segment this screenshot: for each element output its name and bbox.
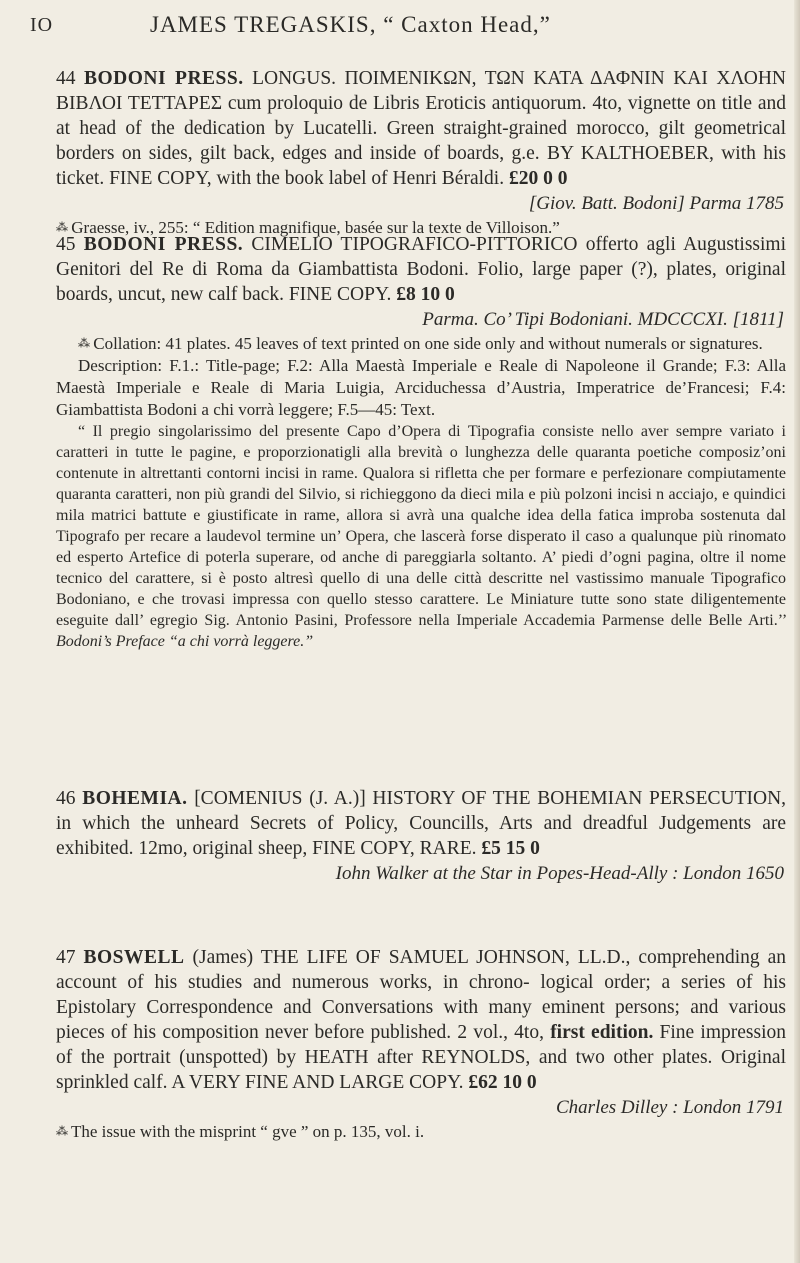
entry-imprint: Parma. Co’ Tipi Bodoniani. MDCCCXI. [1811] <box>422 309 784 330</box>
entry-number: 45 <box>56 234 76 255</box>
catalogue-entry-46 <box>56 786 786 886</box>
entry-price: £20 0 0 <box>508 168 568 189</box>
entry-body: (James) THE LIFE OF SAMUEL JOHNSON, LL.D., comprehending an account of his studies and numerous works, in chrono- logical order; a series of his Epistolary Correspondence and Conversations with many eminent persons; and various pieces of his composition never before published. 2 vol., 4to, <box>56 947 787 1043</box>
asterism-icon: ⁂ <box>78 336 89 350</box>
entry-price: £5 15 0 <box>481 838 540 859</box>
entry-imprint: Charles Dilley : London 1791 <box>556 1097 784 1118</box>
catalogue-entry-47 <box>56 945 786 1143</box>
entry-imprint: [Giov. Batt. Bodoni] Parma 1785 <box>528 193 784 214</box>
entry-number: 47 <box>56 947 76 968</box>
entry-heading-paragraph <box>56 786 786 861</box>
entry-price: £62 10 0 <box>468 1072 537 1093</box>
entry-number: 46 <box>56 788 76 809</box>
entry-number: 44 <box>56 68 76 89</box>
entry-price: £8 10 0 <box>396 284 455 305</box>
entry-body-continued: Fine impression of the portrait (unspotted) by HEATH after REYNOLDS, and two other plates. Original sprinkled calf. A VERY FINE AND LARGE COPY. <box>56 1022 786 1093</box>
entry-heading-paragraph <box>56 232 786 307</box>
entry-note: The issue with the misprint “ gve ” on p. 135, vol. i. <box>70 1122 425 1141</box>
running-head: JAMES TREGASKIS, “ Caxton Head,” <box>150 12 551 37</box>
page-header <box>30 10 790 50</box>
entry-note-paragraph <box>56 1120 786 1143</box>
entry-imprint: Iohn Walker at the Star in Popes-Head-Ally : London 1650 <box>335 863 784 884</box>
entry-collation-paragraph <box>56 332 786 355</box>
entry-body: LONGUS. ΠΟΙΜΕΝΙΚΩΝ, ΤΩΝ ΚΑΤΑ ΔΑΦΝΙΝ ΚΑΙ ΧΛΟΗΝ ΒΙΒΛΟΙ ΤΕΤΤΑΡΕΣ cum proloquio de Libris Eroticis antiquorum. 4to, vignette on title and at head of the dedication by Lucatelli. Green straight-grained morocco, gilt geometrical borders on sides, gilt back, edges and inside of boards, g.e. BY KALTHOEBER, with his ticket. FINE COPY, with the book label of Henri Béraldi. <box>56 68 787 189</box>
asterism-icon: ⁂ <box>56 1124 67 1138</box>
catalogue-entry-44 <box>56 66 786 239</box>
entry-body: CIMELIO TIPOGRAFICO-PITTORICO offerto agli Augustissimi Genitori del Re di Roma da Giambattista Bodoni. Folio, large paper (?), plates, original boards, uncut, new calf back. FINE COPY. <box>56 234 787 305</box>
entry-quote-paragraph <box>56 421 786 652</box>
page-number: IO <box>30 14 54 36</box>
asterism-icon: ⁂ <box>56 220 67 234</box>
entry-heading: BOSWELL <box>83 947 185 968</box>
first-edition-label: first edition. <box>550 1022 654 1043</box>
entry-body: [COMENIUS (J. A.)] HISTORY OF THE BOHEMIAN PERSECUTION, in which the unheard Secrets of Policy, Councills, Arts and dreadful Judgements are exhibited. 12mo, original sheep, FINE COPY, RARE. <box>56 788 787 859</box>
catalogue-entry-45 <box>56 232 786 652</box>
entry-note: Graesse, iv., 255: “ Edition magnifique, basée sur la texte de Villoison.” <box>71 218 560 237</box>
entry-heading-paragraph <box>56 945 786 1095</box>
entry-description: Description: F.1.: Title-page; F.2: Alla Maestà Imperiale e Reale di Napoleone il Grande; F.3: Alla Maestà Imperiale e Reale di Maria Luigia, Arciduchessa d’Austria, Imperatrice de’Francesi; F.4: Giambattista Bodoni a chi vorrà leggere; F.5—45: Text. <box>56 356 786 419</box>
entry-quote-source: Bodoni’s Preface “a chi vorrà leggere.” <box>56 633 314 650</box>
entry-heading: BODONI PRESS. <box>83 234 244 255</box>
entry-heading: BOHEMIA. <box>82 788 188 809</box>
entry-heading-paragraph <box>56 66 786 191</box>
page-edge <box>794 0 800 1263</box>
entry-collation: Collation: 41 plates. 45 leaves of text printed on one side only and without numerals or signatures. <box>93 334 763 353</box>
entry-quote: “ Il pregio singolarissimo del presente Capo d’Opera di Tipografia consiste nello aver sempre variato i caratteri in tutte le pagine, e proporzionatigli alla brevità o lunghezza delle quaranta poetiche composiz’oni contenute in altrettanti contorni incisi in rame. Qualora si rifletta che per formare e perfezionare compiutamente quaranta caratteri, non più grandi del Silvio, si richieggono da dieci mila e più polzoni incisi n acciajo, e quindici mila matrici battute e giustificate in rame, allora si avrà una qualche idea della fatica improba sostenuta dal Tipografo per recare a laudevol termine un’ Opera, che lascerà forse disperato il caso a qualunque più rinomato ed esperto Artefice di poterla superare, od anche di pareggiarla soltanto. A’ piedi d’ogni pagina, oltre il nome tecnico del carattere, si è posto altresì quello di una delle città descritte nel vastissimo manuale Tipografico Bodoniano, e che trovasi impressa con quello stesso carattere. Le Miniature tutte sono state diligentemente eseguite dall’ egregio Sig. Antonio Pasini, Professore nella Imperiale Accademia Parmense delle Belle Arti.’’ <box>56 423 786 629</box>
entry-heading: BODONI PRESS. <box>83 68 244 89</box>
